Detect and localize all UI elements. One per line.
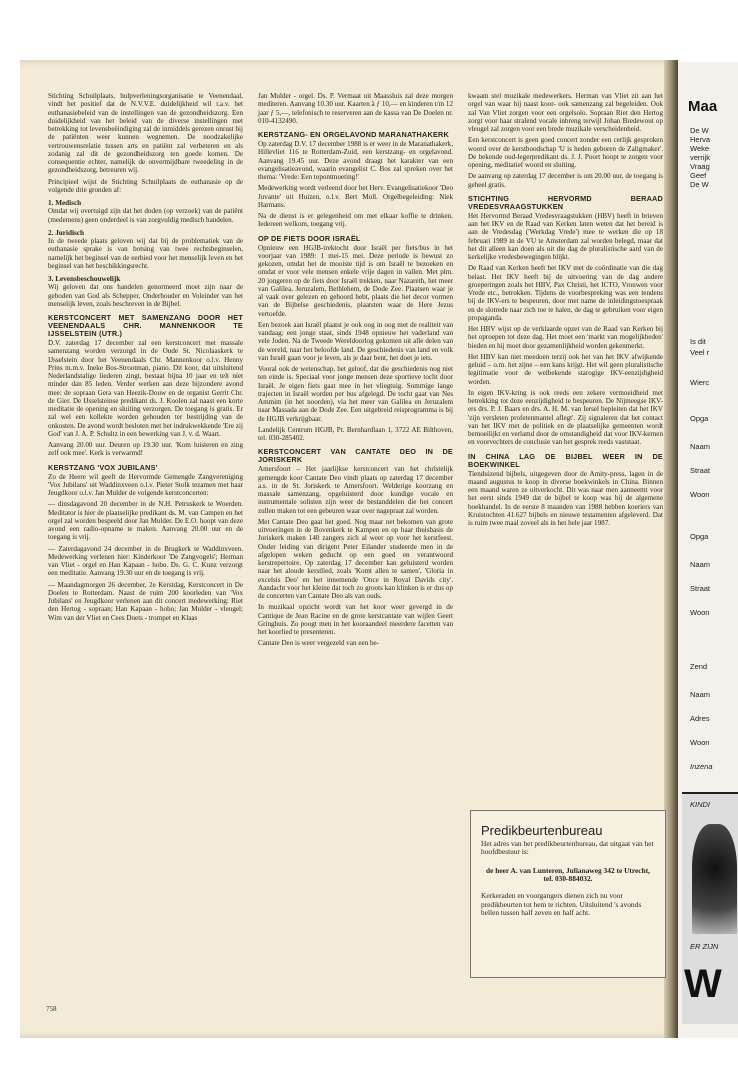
adjacent-text-fragment: Woon — [690, 608, 710, 617]
article-paragraph: Tienduizend bijbels, uitgegeven door de Amity-press, lagen in de maand augustus te koop in diverse boekwinkels in China. Binnen een maand waren ze uitverkocht. Dit was naar men aanneemt voor het eerst sinds 1949 dat de bijbel te koop was bij de algemene boekhandel. In de eerste 8 maanden van 1988 hebben koeriers van Kruistochten 41.627 bijbels en nieuwe testamenten afgeleverd. Dat is ruim twee maal zoveel als in het hele jaar 1987. — [468, 469, 663, 527]
article-heading: STICHTING HERVORMD BERAAD VREDESVRAAGSTUKKEN — [468, 193, 663, 211]
adjacent-text-fragment: Geef — [690, 171, 707, 180]
page-gutter — [664, 60, 678, 1038]
column-1 — [48, 92, 243, 625]
article-paragraph: Stichting Schuilplaats, hulpverleningsorganisatie te Veenendaal, vindt het positief dat de N.V.V.E. duidelijkheid wil t.a.v. het euthanasiebeleid van de instellingen van de gezondheidszorg. Een duidelijkheid van het beleid van de diverse instellingen met betrekking tot levensbeëindiging zal de inmiddels gerezen onrust bij de patiënten weer kunnen wegnemen. De noodzakelijke vertrouwensrelatie tussen arts en patiënt zal verbeteren en als zodanig zal dit de gezondheidszorg ten goede komen. De consequentie echter, namelijk de onvermijdbare tweedeling in de gezondheidszorg, betreuren wij. — [48, 92, 243, 175]
adjacent-text-fragment: Naam — [690, 690, 711, 699]
article-paragraph: Wij geloven dat ons handelen genormeerd moet zijn naar de geboden van God als Schepper, Onderhouder en Voleinder van het menselijk leven, zoals beschreven in de Bijbel. — [48, 283, 243, 308]
article-paragraph: D.V. zaterdag 17 december zal een kerstconcert met massale samenzang worden verzorgd in de Oude St. Nicolaaskerk te IJsselstein door het Veenendaals Chr. Mannenkoor o.l.v. Henny Prins m.m.v. Ineke Bos-Strootman, piano. Dit koor, dat uitsluitend Nederlandstalige liederen zingt, bestaat bijna 10 jaar en telt niet minder dan 85 leden. Verder werken aan deze bijzondere avond mee: de sopraan Gera van Heezik-Douw en de organist Gerrit Chr. de Gier. De IJsselsteinse predikant ds. J. Koolen zal naast een korte meditatie de opening en sluiting verzorgen. De toegang is gratis. Er zal wel een kollekte worden gehouden ter bestrijding van de onkosten. De avond wordt besloten met het indrukwekkende 'Ere zij God' van J. A. P. Schultz in een bewerking van J. v. d. Waart. — [48, 339, 243, 438]
article-heading: 2. Juridisch — [48, 228, 84, 237]
box-address: de heer A. van Lunteren, Julianaweg 342 te Utrecht, tel. 030-884032. — [485, 865, 651, 884]
page-number: 758 — [46, 1005, 57, 1013]
article-paragraph: Cantate Deo is weer vergezeld van een be- — [258, 639, 379, 648]
article-paragraph: kwaam stel muzikale medewerkers. Herman van Vliet zit aan het orgel van waar hij naast koor- ook samenzang zal begeleiden. Ook zal Van Vliet zorgen voor een orgelsolo. Sopraan Riet den Hertog zorgt voor haar stralend vocale inbreng terwijl Johan Bredewout op vleugel zal zorgen voor een brede muzikale verscheidenheid. — [468, 92, 663, 133]
adjacent-text-fragment: Straat — [690, 584, 711, 593]
adjacent-text-fragment: KINDI — [690, 800, 711, 809]
predikbeurtenbureau-box — [470, 810, 666, 978]
article-paragraph: In de tweede plaats geloven wij dat bij de problematiek van de euthanasie sprake is van botsing van twee rechtsbeginselen, namelijk het beginsel van de eerbied voor het menselijk leven en het beginsel van het beschikkingsrecht. — [48, 237, 243, 270]
article-paragraph: Landelijk Centrum HGJB, Pr. Bernhardlaan 1, 3722 AE Bilthoven, tel. 030-285402. — [258, 425, 453, 442]
article-paragraph: In eigen IKV-kring is ook reeds een zekere vermoeidheid met betrekking tot deze eenzijdigheid te bespeuren. De Nijmeegse IKV-ers drs. P. J. Baars en drs. A. H. M. van Iersel bepleiten dat het IKV 'zijn versleten profetenmantel aflegt'. Zij signaleren dat het contact van het IKV met de politiek en de plaatselijke gemeenten wordt bemoeilijkt en verlamd door de omstandigheid dat voor IKV-kernen en voorvechters de conclusie van het gesprek reeds vaststaat. — [468, 388, 663, 447]
article-paragraph: Het HBV kan niet meedoen terzij ook het van het IKV afwijkende geluid – o.m. het zijne – een kans krijgt. Het wil geen pluralistische legitimatie voor de welbekende starogige IKV-eenzijdigheid worden. — [468, 352, 663, 386]
article-heading: KERSTCONCERT MET SAMENZANG DOOR HET VEENENDAALS CHR. MANNENKOOR TE IJSSELSTEIN (UTR.) — [48, 313, 243, 338]
column-2 — [258, 92, 453, 651]
article-paragraph: Principieel wijst de Stichting Schuilplaats de euthanasie op de volgende drie gronden af: — [48, 177, 243, 194]
adjacent-text-fragment: Naam — [690, 442, 711, 451]
adjacent-text-fragment: verrijk — [690, 153, 710, 162]
adjacent-big-letter: W — [684, 962, 722, 1006]
column-3 — [468, 92, 663, 530]
article-paragraph: Amersfoort – Het jaarlijkse kerstconcert van het christelijk gemengde koor Cantate Deo vindt plaats op zaterdag 17 december a.s. in de St. Joriskerk te Amersfoort. Welderige koorzang en massale samenzang, opgeluisterd door kundige vocale en instrumentale solisten zijn weer de bestanddelen die het concert zullen maken tot een gebeuren waar over nagepraat zal worden. — [258, 465, 453, 515]
article-paragraph: — Zaterdagavond 24 december in de Brugkerk te Waddinxveen. Medewerking verlenen hier: Kinderkoor 'De Zangvogels'; Herman van Vliet - orgel en Han Kapaan - hobo. Ds. G. C. Kunz verzorgt een meditatie. Aanvang 19.30 uur en de toegang is vrij. — [48, 544, 243, 578]
adjacent-text-fragment: De W — [690, 126, 709, 135]
adjacent-text-fragment: Straat — [690, 466, 711, 475]
adjacent-text-fragment: Woon — [690, 738, 710, 747]
box-title: Predikbeurtenbureau — [481, 823, 603, 838]
adjacent-text-fragment: Opga — [690, 532, 709, 541]
article-paragraph: Jan Mulder - orgel. Ds. P. Vermaat uit Maassluis zal deze morgen mediteren. Aanvang 10.30 uur. Kaarten à ƒ 10,— en kinderen t/m 12 jaar ƒ 5,—, telefonisch te reserveren aan de kassa van De Doelen nr. 010-4132490. — [258, 92, 453, 125]
box-note: Kerkeraden en voorgangers dienen zich nu voor predikbeurten tot hem te richten. Uitsluitend 's avonds bellen tussen half zeven en half acht. — [481, 890, 642, 918]
article-paragraph: Na de dienst is er gelegenheid om met elkaar koffie te drinken. Iedereen welkom, toegang vrij. — [258, 212, 453, 229]
article-paragraph: Aanvang 20.00 uur. Deuren op 19.30 uur. 'Kom luisteren en zing zelf ook mee'. Kerk is verwarmd! — [48, 441, 243, 458]
adjacent-text-fragment: Naam — [690, 560, 711, 569]
adjacent-text-fragment: Zend — [690, 662, 708, 671]
article-heading: IN CHINA LAG DE BIJBEL WEER IN DE BOEKWINKEL — [468, 451, 663, 469]
article-paragraph: Medewerking wordt verleend door het Herv. Evangelisatiekoor 'Deo Juvante' uit Huizen, o.l.v. Bert Moll. Orgelbegeleiding: Niek Harmans. — [258, 184, 453, 209]
article-paragraph: De aanvang op zaterdag 17 december is om 20.00 uur, de toegang is geheel gratis. — [468, 172, 663, 189]
article-paragraph: Vooral ook de wetenschap, het geloof, dat die geschiedenis nog niet ten einde is. Speciaal voor jonge mensen deze sportieve tocht door Israël. Je eigen fiets gaat mee in het vliegtuig. Sommige lange trajecten in Israël worden per bus afgelegd. De tocht gaat van Nes Ammim (in het noorden), via het meer van Galilea en Jeruzalem naar Massada aan de Dode Zee. Een uitgebreid reisprogramma is bij de HGJB verkrijgbaar. — [258, 365, 453, 423]
article-heading: OP DE FIETS DOOR ISRAËL — [258, 233, 361, 243]
adjacent-text-fragment: Wierc — [690, 378, 710, 387]
article-paragraph: — Maandagmorgen 26 december, 2e Kerstdag, Kerstconcert in De Doelen te Rotterdam. Naast de ruim 200 koorleden van 'Vox Jubilans' en Jeugdkoor verlenen aan dit concert medewerking: Riet den Hertog - sopraan; Han Kapaan - hobo; Jan Mulder - vleugel; Wim van der Vliet en Cees Doets - trompet en Klaas — [48, 580, 243, 622]
adjacent-text-fragment: Weke — [690, 144, 710, 153]
article-paragraph: Een kerstconcert is geen goed concert zonder een cerlijk gesproken woord over de kerstboodschap 'U is heden geboren de Zaligmaker'. De bekende oud-legerpredikant ds. J. J. Poort hoopt te zorgen voor opening, meditatief woord en sluiting. — [468, 136, 663, 169]
article-heading: KERSTCONCERT VAN CANTATE DEO IN DE JORISKERK — [258, 447, 453, 465]
article-paragraph: Met Cantate Deo gaat het goed. Nog maar net bekomen van grote uitvoeringen in de Bovenkerk te Kampen en op haar thuisbasis de Joriskerk maken 140 zangers zich al weer op voor het kerstfeest. Onder leiding van dirigent Peter Eilander studeerde men in de afgelopen weken geducht op een goed en verantwoord kerstrepertoire. Op zaterdag 17 december kan geluisterd worden naar het aloude kerstlied, zoals 'Komt allen te samen', 'Gloria in excelsis Deo' en het innemende 'Once in Royal Davids city'. Aandacht voor het kleine dat toch zo groots kan klinken is er dus op de concerten van Cantate Deo als van ouds. — [258, 517, 453, 600]
adjacent-text-fragment: Herva — [690, 135, 711, 144]
article-paragraph: Zo de Heere wil geeft de Hervormde Gemengde Zangvereniging 'Vox Jubilans' uit Waddinxveen o.l.v. Pieter Stolk tezamen met haar Jeugdkoor o.l.v. Jan Mulder de volgende kerstconcerten: — [48, 472, 243, 497]
article-heading: KERSTZANG 'VOX JUBILANS' — [48, 462, 158, 472]
article-heading: 1. Medisch — [48, 199, 82, 207]
adjacent-text-fragment: Woon — [690, 490, 710, 499]
article-paragraph: De Raad van Kerken heeft het IKV met de coördinatie van die dag belast. Het IKV heeft bij de uitvoering van de dag andere groeperingen zoals het HBV, Pax Christi, het ICTO, Vrouwen voor Vrede etc., betrokken. Tijdens de voorbespreking was een tendens bij de IKV-ers te bespeuren, door met name de inleidingstoespraak en de slotrede naar zich toe te halen, de dag te gebruiken voor eigen propaganda. — [468, 264, 663, 322]
article-paragraph: In muzikaal opzicht wordt van het koor weer gevergd in de Cantique de Jean Racine en de grote kerstcantate van wijlen Geert Gringhuis. Zo poogt men in het kooraandeel meerdere facetten van het koorlied te presenteren. — [258, 603, 453, 636]
article-heading: KERSTZANG- EN ORGELAVOND MARANATHAKERK — [258, 130, 449, 139]
article-paragraph: Een bezoek aan Israël plaatst je ook oog in oog met de realiteit van vandaag: een jonge staat, sinds 1948 opnieuw het vaderland van vele Joden. Na de Tweede Wereldoorlog gekomen uit alle delen van de wereld, naar het beloofde land. De geschiedenis van land en volk van Israël gaan voor je leven, als je daar bent, het doet je iets. — [258, 320, 453, 362]
article-heading: 3. Levensbeschouwelijk — [48, 275, 121, 283]
article-paragraph: Omdat wij overtuigd zijn dat het doden (op verzoek) van de patiënt (medemens) geen onderdeel is van zorgvuldig medisch handelen. — [48, 207, 243, 224]
article-paragraph: Het HBV wijst op de verklaarde opzet van de Raad van Kerken bij het oproepen tot deze dag. Het moet een 'markt van mogelijkheden' bieden en hij moet door gezamenlijkheid worden gekenmerkt. — [468, 325, 663, 350]
article-paragraph: Het Hervormd Beraad Vredesvraagstukken (HBV) heeft in brieven aan het IKV en de Raad van Kerken laten weten dat het bereid is aan de Vredesdag ('Werkdag Vrede') mee te werken die op 18 februari 1989 in de VU te Amsterdam zal worden belegd, maar dat het dit alleen kan doen als uit die dag de pluralistische aard van de kerkelijke vredesbewegingen blijkt. — [468, 211, 663, 261]
article-paragraph: — dinsdagavond 20 december in de N.H. Petruskerk te Woerden. Meditator is hier de plaatselijke predikant ds. M. van Campen en het orgel zal worden bespeeld door Jan Mulder. De E.O. hoopt van deze avond een radio-opname te maken. Aanvang 20.00 uur en de toegang is vrij. — [48, 500, 243, 542]
adjacent-text-fragment: Opga — [690, 414, 709, 423]
adjacent-text-fragment: Adres — [690, 714, 710, 723]
adjacent-text-fragment: De W — [690, 180, 709, 189]
article-paragraph: Op zaterdag D.V. 17 december 1988 is er weer in de Maranathakerk, Hillevliet 116 te Rotterdam-Zuid, een kerstzang- en orgelavond. Aanvang 19.45 uur. Deze avond draagt het karakter van een evangelisatieavond, waarin evangelist C. Bos zal spreken over het thema: 'Vrede: Een topontmoeting!' — [258, 140, 453, 181]
adjacent-text-fragment: ER ZIJN — [690, 942, 719, 951]
adjacent-text-fragment: Is dit — [690, 337, 706, 346]
adjacent-text-fragment: Vraag — [690, 162, 710, 171]
adjacent-page — [678, 62, 738, 1038]
adjacent-text-fragment: Inzena — [690, 762, 713, 771]
article-paragraph: Opnieuw een HGJB-trektocht door Israël per fiets/bus in het voorjaar van 1989: 1 mei-15 mei. Deze periode is bewust zo gekozen, omdat het de mooiste tijd is om Israël te bezoeken en omdat er voor vele mensen enkele vrije dagen in vallen. Met plm. 20 jongeren op de fiets door Israël trekken, naar Nazareth, het meer van Galilea, Jeruzalem, Bethlehem, de Dode Zee. Plaatsen waar je al vaak over gelezen en gehoord hebt, plaats die het decor vormen van de Bijbelse geschiedenis, plaatsten waar de Here Jezus vertoefde. — [258, 243, 453, 318]
box-intro: Het adres van het predikbeurtenbureau, dat uitgaat van het hoofdbestuur is: — [481, 838, 654, 857]
adjacent-text-fragment: Veel r — [690, 348, 710, 357]
adjacent-heading: Maa — [688, 98, 718, 115]
